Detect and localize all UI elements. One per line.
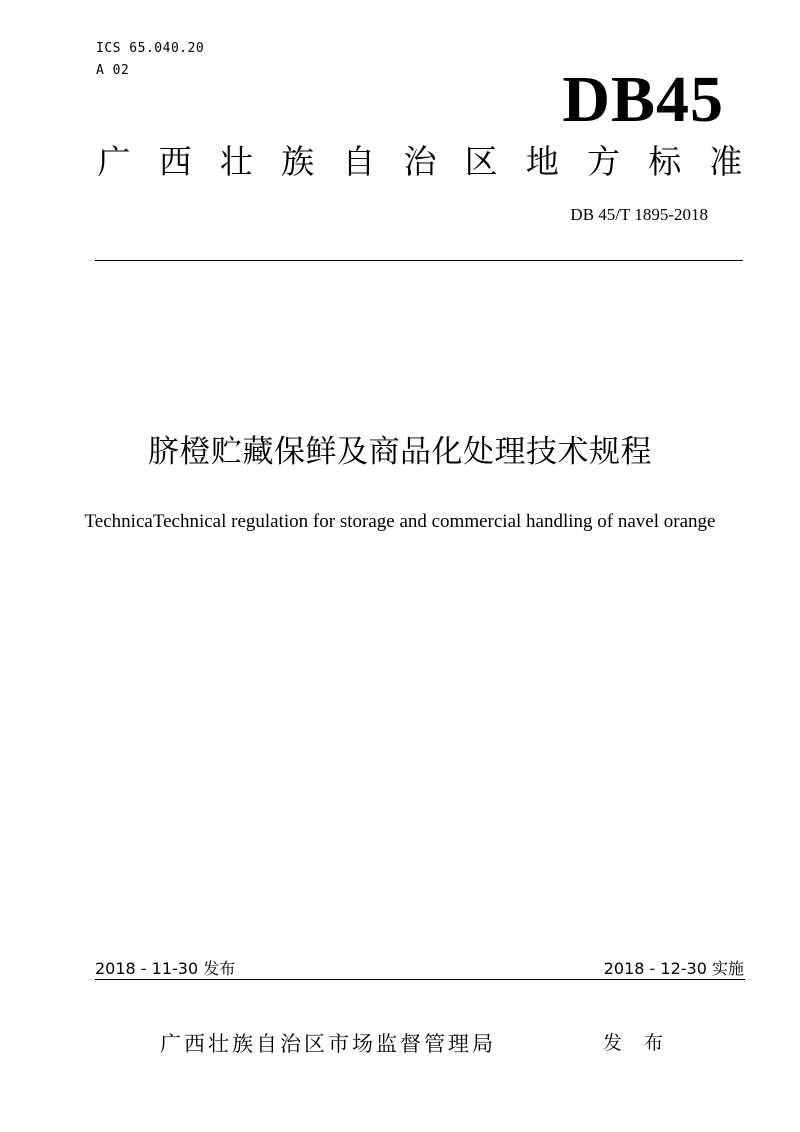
standard-type-char: 自 xyxy=(342,142,376,181)
standard-type-char: 准 xyxy=(709,142,743,181)
standard-type-char: 标 xyxy=(648,142,682,181)
standard-type-char: 方 xyxy=(587,142,620,181)
standard-number: DB 45/T 1895-2018 xyxy=(570,205,708,224)
footer-divider xyxy=(95,979,745,980)
db45-logo: DB45 xyxy=(562,63,724,136)
standard-type-char: 治 xyxy=(403,142,437,181)
classification-code: A 02 xyxy=(96,63,130,78)
standard-type-char: 广 xyxy=(97,142,131,181)
chinese-title: 脐橙贮藏保鲜及商品化处理技术规程 xyxy=(148,434,652,470)
implementation-date: 2018 - 12-30 实施 xyxy=(603,959,744,978)
publish-label: 发 布 xyxy=(603,1032,672,1054)
ics-code: ICS 65.040.20 xyxy=(96,41,205,56)
standard-type-char: 西 xyxy=(158,142,192,181)
standard-type-char: 地 xyxy=(525,142,559,181)
standard-type-char: 区 xyxy=(464,142,498,181)
issuing-authority: 广西壮族自治区市场监督管理局 xyxy=(160,1032,496,1056)
standard-type-char: 壮 xyxy=(219,142,253,181)
header-divider xyxy=(95,260,743,261)
english-title: TechnicaTechnical regulation for storage and commercial handling of navel orange xyxy=(84,511,716,532)
issue-date: 2018 - 11-30 发布 xyxy=(95,959,236,978)
standard-type-heading xyxy=(96,140,744,184)
standard-type-char: 族 xyxy=(281,142,315,181)
